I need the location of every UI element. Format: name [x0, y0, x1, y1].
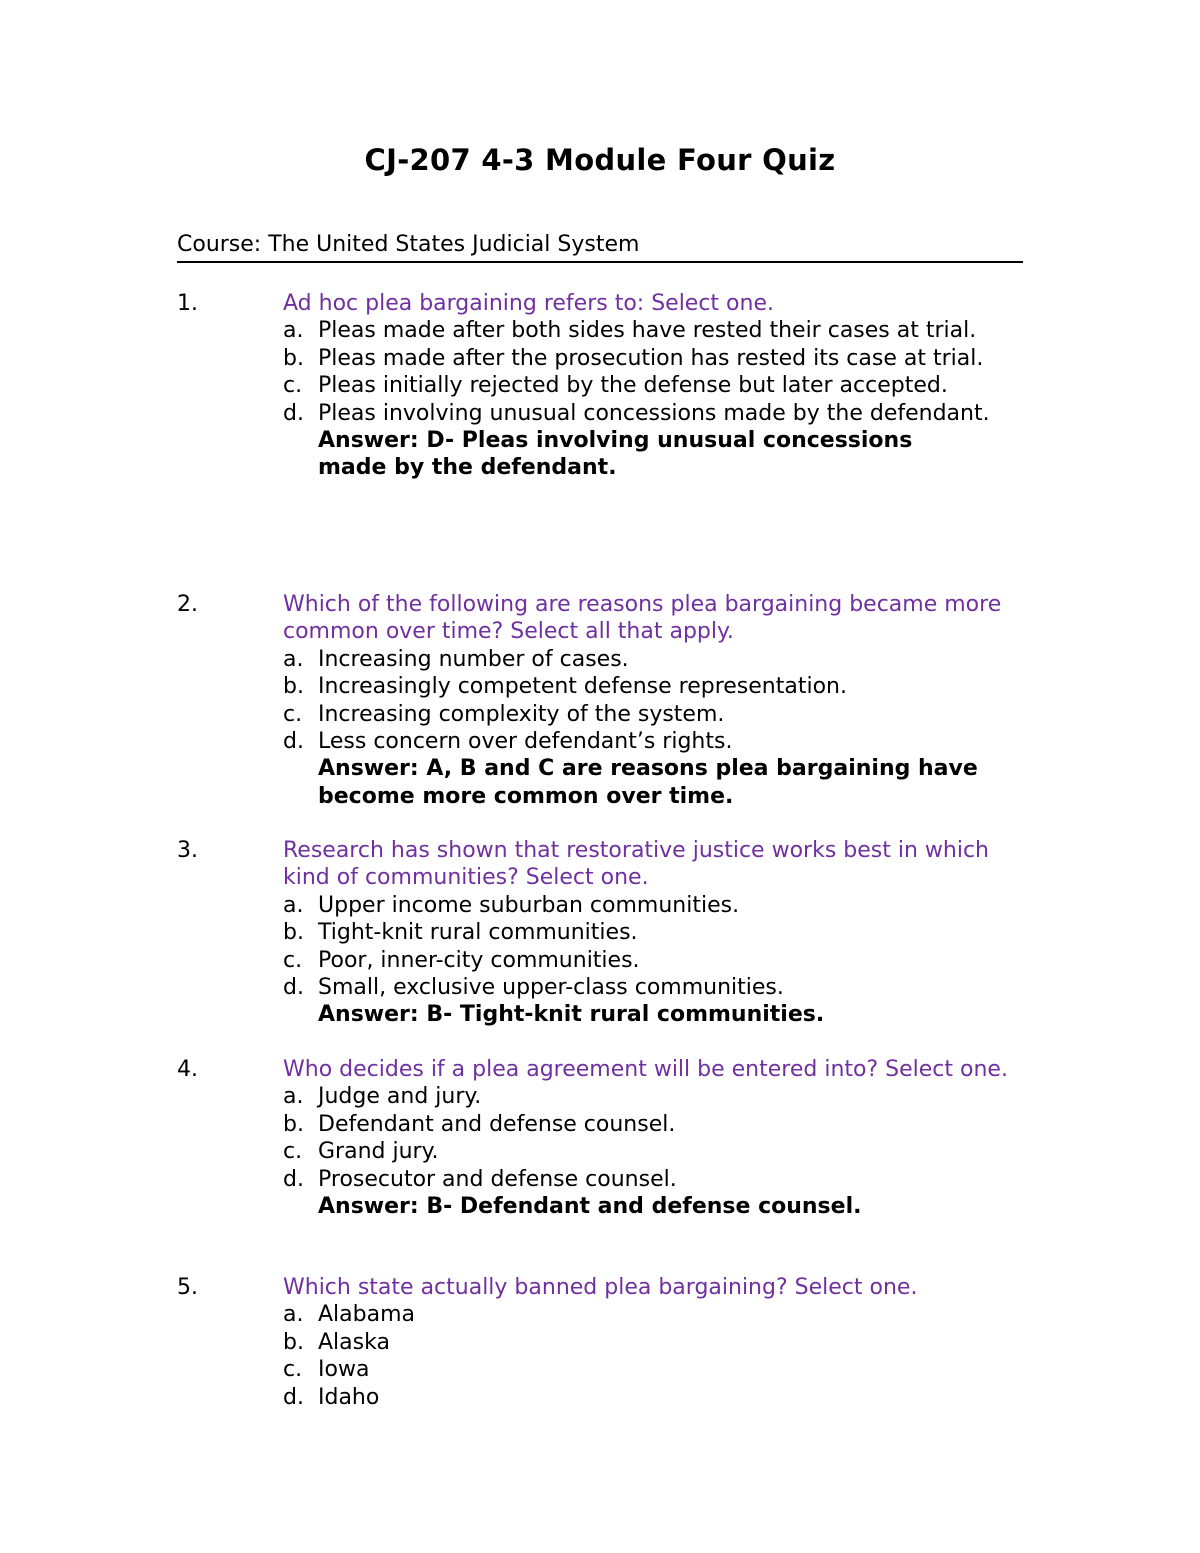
answer-text: Answer: B- Defendant and defense counsel.: [318, 1194, 862, 1220]
option-letter: a.: [283, 318, 304, 344]
option-b: [283, 673, 1028, 700]
option-letter: a.: [283, 1302, 304, 1328]
question-body: [283, 1056, 1028, 1220]
option-letter: d.: [283, 1166, 304, 1192]
option-text: Increasingly competent defense representation.: [318, 674, 847, 700]
question-body: [283, 591, 1028, 810]
question-text: Ad hoc plea bargaining refers to: Select one.: [283, 291, 774, 316]
option-letter: b.: [283, 674, 304, 700]
option-c: [283, 372, 1028, 399]
option-letter: d.: [283, 400, 304, 426]
option-d: [283, 1384, 1028, 1411]
question-body: [283, 837, 1028, 1029]
option-b: [283, 1111, 1028, 1138]
option-text: Pleas made after the prosecution has rested its case at trial.: [318, 345, 984, 371]
page-title: CJ-207 4-3 Module Four Quiz: [364, 143, 836, 177]
option-d: [283, 1166, 1028, 1193]
option-text: Upper income suburban communities.: [318, 892, 740, 918]
option-a: [283, 892, 1028, 919]
option-c: [283, 701, 1028, 728]
option-text: Increasing complexity of the system.: [318, 701, 725, 727]
option-letter: b.: [283, 1329, 304, 1355]
option-letter: c.: [283, 373, 303, 399]
option-list: [283, 1301, 1028, 1411]
question-number: 2.: [177, 592, 198, 617]
question-text: Research has shown that restorative justice works best in which kind of communities? Select one.: [283, 838, 989, 891]
option-c: [283, 947, 1028, 974]
option-text: Judge and jury.: [318, 1084, 482, 1110]
option-d: [283, 400, 1028, 427]
course-line: Course: The United States Judicial System: [177, 230, 1023, 263]
question-number: 1.: [177, 291, 198, 316]
option-c: [283, 1138, 1028, 1165]
option-letter: c.: [283, 947, 303, 973]
option-text: Tight-knit rural communities.: [318, 920, 638, 946]
question-number: 4.: [177, 1057, 198, 1082]
option-letter: d.: [283, 975, 304, 1001]
option-letter: a.: [283, 1084, 304, 1110]
option-text: Less concern over defendant’s rights.: [318, 729, 733, 755]
option-a: [283, 1083, 1028, 1110]
answer-text: Answer: A, B and C are reasons plea bargaining have become more common over time.: [318, 756, 978, 809]
option-letter: c.: [283, 1357, 303, 1383]
option-text: Idaho: [318, 1384, 380, 1410]
option-list: [283, 646, 1028, 756]
question-body: [283, 1274, 1028, 1411]
option-text: Iowa: [318, 1357, 370, 1383]
option-text: Increasing number of cases.: [318, 646, 629, 672]
answer-text: Answer: D- Pleas involving unusual concessions made by the defendant.: [318, 428, 913, 481]
option-d: [283, 974, 1028, 1001]
option-letter: b.: [283, 1111, 304, 1137]
question-body: [283, 290, 1028, 482]
option-text: Prosecutor and defense counsel.: [318, 1166, 677, 1192]
option-b: [283, 1329, 1028, 1356]
option-letter: b.: [283, 920, 304, 946]
question-number: 3.: [177, 838, 198, 863]
option-text: Grand jury.: [318, 1139, 439, 1165]
option-a: [283, 317, 1028, 344]
answer-text: Answer: B- Tight-knit rural communities.: [318, 1002, 825, 1028]
option-b: [283, 919, 1028, 946]
option-letter: d.: [283, 1384, 304, 1410]
option-text: Pleas involving unusual concessions made by the defendant.: [318, 400, 990, 426]
question-text: Who decides if a plea agreement will be entered into? Select one.: [283, 1057, 1008, 1082]
option-a: [283, 646, 1028, 673]
question-text: Which state actually banned plea bargaining? Select one.: [283, 1275, 918, 1300]
option-list: [283, 892, 1028, 1002]
option-text: Pleas made after both sides have rested their cases at trial.: [318, 318, 977, 344]
question-number: 5.: [177, 1275, 198, 1300]
option-letter: c.: [283, 701, 303, 727]
option-b: [283, 345, 1028, 372]
option-text: Small, exclusive upper-class communities.: [318, 975, 784, 1001]
option-letter: a.: [283, 646, 304, 672]
option-letter: d.: [283, 729, 304, 755]
option-text: Pleas initially rejected by the defense but later accepted.: [318, 373, 948, 399]
option-letter: c.: [283, 1139, 303, 1165]
option-text: Defendant and defense counsel.: [318, 1111, 676, 1137]
question-text: Which of the following are reasons plea bargaining became more common over time? Select all that apply.: [283, 592, 1002, 645]
option-letter: a.: [283, 892, 304, 918]
option-d: [283, 728, 1028, 755]
option-text: Poor, inner-city communities.: [318, 947, 640, 973]
option-list: [283, 317, 1028, 427]
option-c: [283, 1356, 1028, 1383]
option-a: [283, 1301, 1028, 1328]
option-list: [283, 1083, 1028, 1193]
option-text: Alaska: [318, 1329, 390, 1355]
option-letter: b.: [283, 345, 304, 371]
option-text: Alabama: [318, 1302, 416, 1328]
